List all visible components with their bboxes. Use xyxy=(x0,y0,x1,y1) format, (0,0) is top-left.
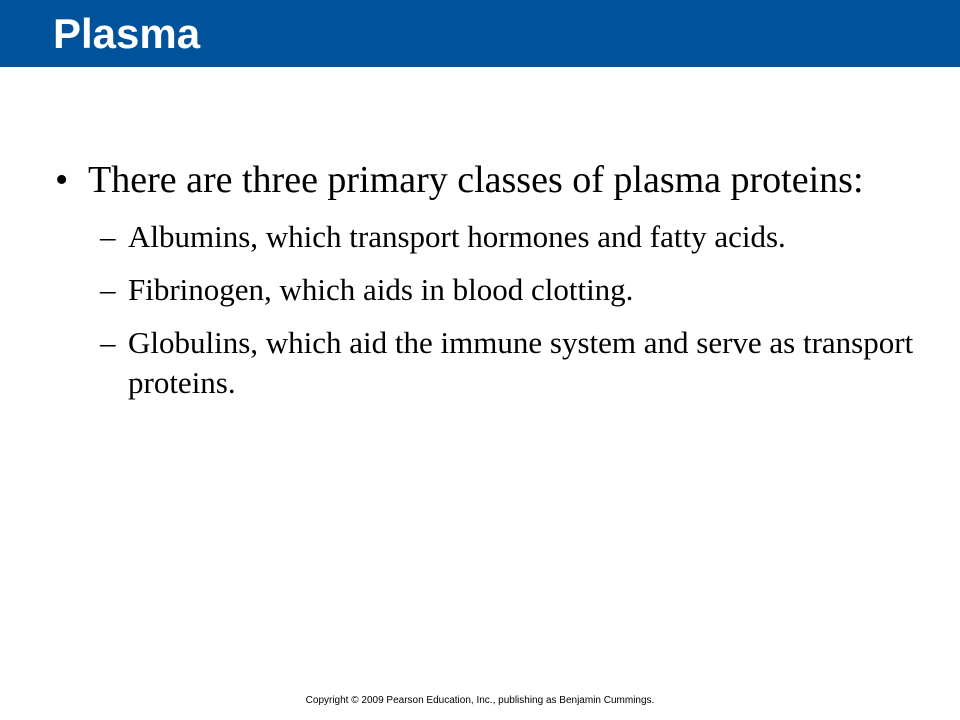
sub-bullet-albumins xyxy=(55,217,915,257)
sub-bullet-fibrinogen xyxy=(55,270,915,310)
bullet-main xyxy=(55,158,915,203)
sub-bullet-text: Fibrinogen, which aids in blood clotting. xyxy=(128,272,634,307)
bullet-main-text: There are three primary classes of plasma proteins: xyxy=(88,159,864,201)
sub-bullet-text: Albumins, which transport hormones and fatty acids. xyxy=(128,219,786,254)
sub-bullet-marker: – xyxy=(100,325,116,360)
sub-bullet-marker: – xyxy=(100,272,116,307)
slide-content xyxy=(55,158,915,416)
sub-bullet-marker: – xyxy=(100,219,116,254)
title-bar xyxy=(0,0,960,67)
copyright-footer: Copyright © 2009 Pearson Education, Inc., publishing as Benjamin Cummings. xyxy=(305,695,655,706)
sub-bullet-text: Globulins, which aid the immune system and serve as transport proteins. xyxy=(128,325,914,400)
sub-bullet-globulins xyxy=(55,323,915,403)
bullet-marker: • xyxy=(55,159,69,201)
slide-title: Plasma xyxy=(53,10,201,57)
